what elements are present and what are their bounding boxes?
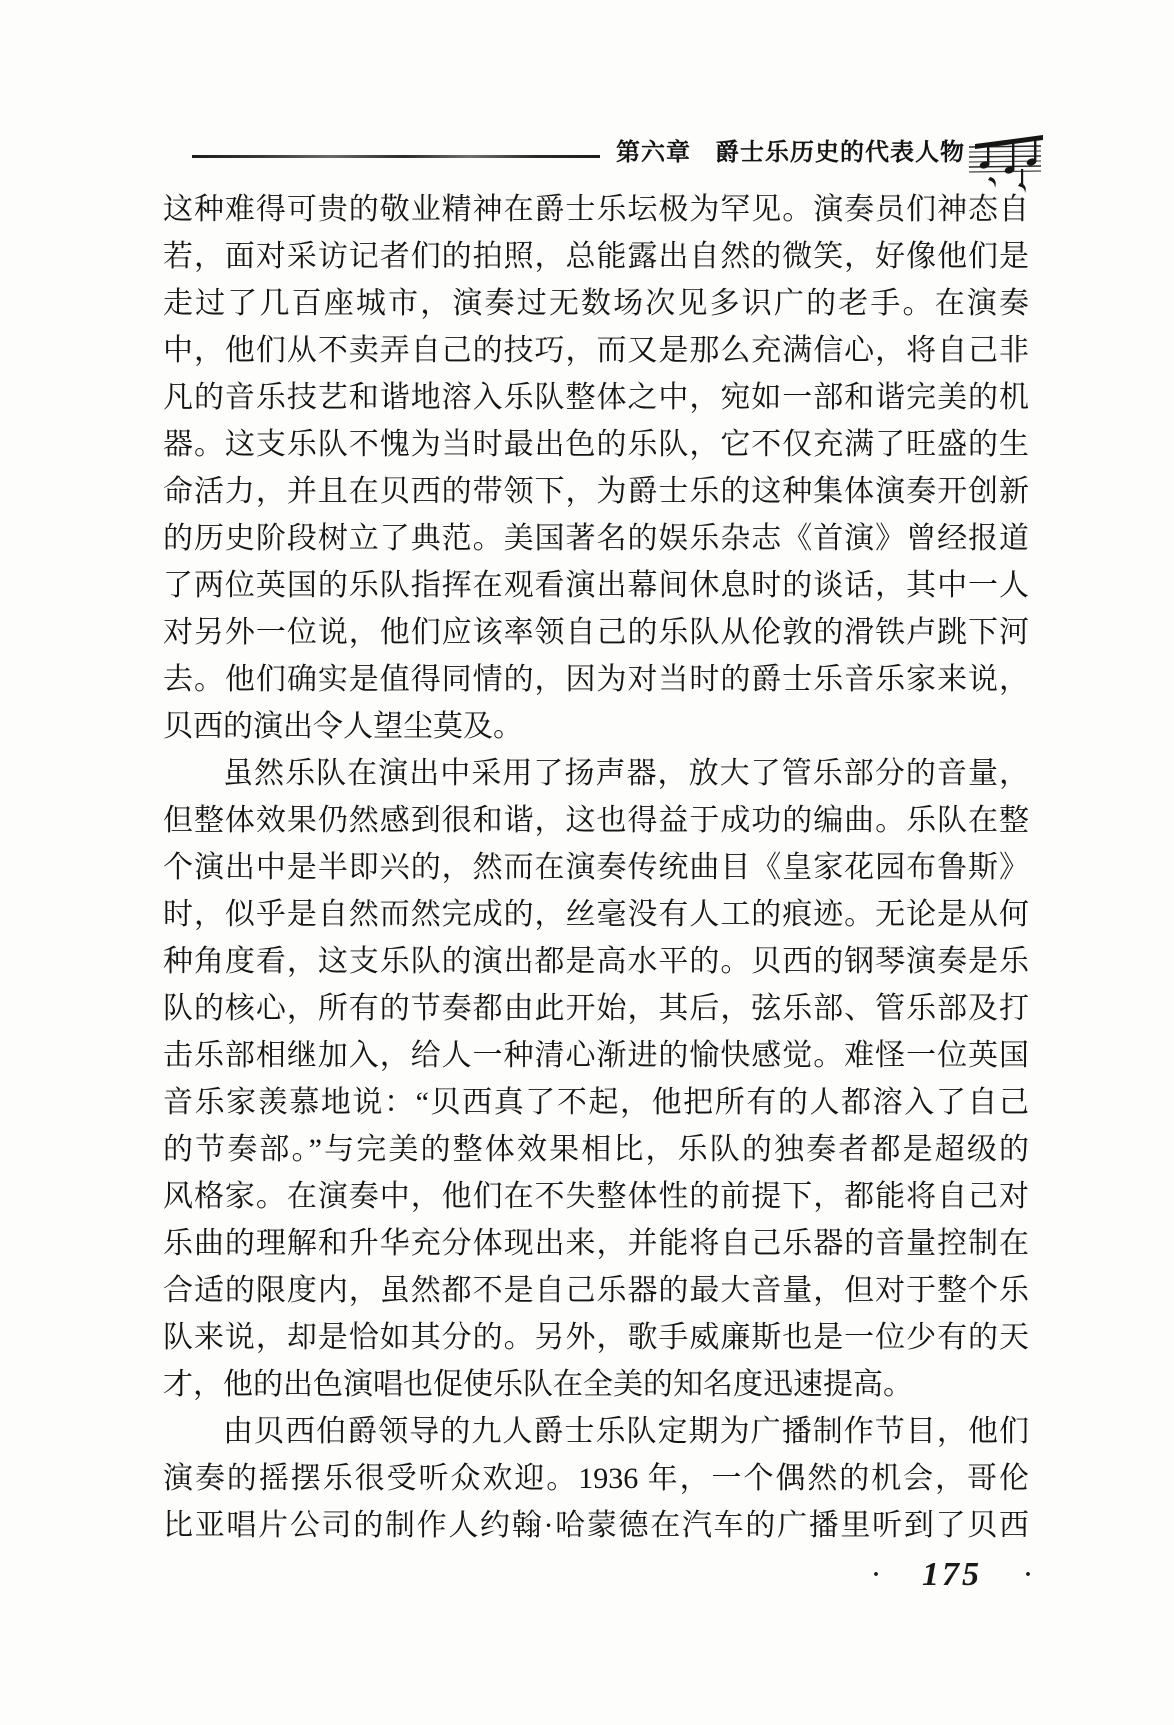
footer-dot-right: · xyxy=(1023,1562,1032,1588)
text-line: 走过了几百座城市，演奏过无数场次见多识广的老手。在演奏 xyxy=(163,287,1029,320)
page-number: 175 xyxy=(922,1556,982,1593)
header-rule xyxy=(192,155,600,158)
music-notes-icon xyxy=(966,131,1046,193)
text-line: 种角度看，这支乐队的演出都是高水平的。贝西的钢琴演奏是乐 xyxy=(163,945,1029,978)
chapter-title: 爵士乐历史的代表人物 xyxy=(715,139,965,166)
page-footer xyxy=(872,1556,1032,1594)
text-line: 但整体效果仍然感到很和谐，这也得益于成功的编曲。乐队在整 xyxy=(163,804,1029,837)
text-line: 时，似乎是自然而然完成的，丝毫没有人工的痕迹。无论是从何 xyxy=(163,898,1029,931)
text-line: 了两位英国的乐队指挥在观看演出幕间休息时的谈话，其中一人 xyxy=(163,569,1029,602)
text-line: 若，面对采访记者们的拍照，总能露出自然的微笑，好像他们是 xyxy=(163,240,1029,273)
text-line: 对另外一位说，他们应该率领自己的乐队从伦敦的滑铁卢跳下河 xyxy=(163,616,1029,649)
text-line: 这种难得可贵的敬业精神在爵士乐坛极为罕见。演奏员们神态自 xyxy=(163,193,1029,226)
chapter-number: 第六章 xyxy=(616,139,691,166)
text-line: 音乐家羡慕地说：“贝西真了不起，他把所有的人都溶入了自己 xyxy=(163,1086,1029,1119)
text-line: 个演出中是半即兴的，然而在演奏传统曲目《皇家花园布鲁斯》 xyxy=(163,851,1029,884)
text-line: 演奏的摇摆乐很受听众欢迎。1936 年，一个偶然的机会，哥伦 xyxy=(163,1462,1029,1495)
text-line: 虽然乐队在演出中采用了扬声器，放大了管乐部分的音量， xyxy=(223,757,1029,790)
text-line: 器。这支乐队不愧为当时最出色的乐队，它不仅充满了旺盛的生 xyxy=(163,428,1029,461)
text-line: 贝西的演出令人望尘莫及。 xyxy=(163,710,523,743)
text-line: 中，他们从不卖弄自己的技巧，而又是那么充满信心，将自己非 xyxy=(163,334,1029,367)
text-line: 风格家。在演奏中，他们在不失整体性的前提下，都能将自己对 xyxy=(163,1180,1029,1213)
text-line: 由贝西伯爵领导的九人爵士乐队定期为广播制作节目，他们 xyxy=(223,1415,1029,1448)
text-line: 凡的音乐技艺和谐地溶入乐队整体之中，宛如一部和谐完美的机 xyxy=(163,381,1029,414)
chapter-heading xyxy=(616,136,965,170)
text-line: 命活力，并且在贝西的带领下，为爵士乐的这种集体演奏开创新 xyxy=(163,475,1029,508)
text-line: 击乐部相继加入，给人一种清心渐进的愉快感觉。难怪一位英国 xyxy=(163,1039,1029,1072)
body-text xyxy=(163,186,1029,1549)
text-line: 去。他们确实是值得同情的，因为对当时的爵士乐音乐家来说， xyxy=(163,663,1029,696)
text-line: 比亚唱片公司的制作人约翰·哈蒙德在汽车的广播里听到了贝西 xyxy=(163,1509,1029,1542)
text-line: 队来说，却是恰如其分的。另外，歌手威廉斯也是一位少有的天 xyxy=(163,1321,1029,1354)
text-line: 才，他的出色演唱也促使乐队在全美的知名度迅速提高。 xyxy=(163,1368,913,1401)
text-line: 的节奏部。”与完美的整体效果相比，乐队的独奏者都是超级的 xyxy=(163,1133,1029,1166)
footer-dot-left: · xyxy=(872,1562,881,1588)
text-line: 队的核心，所有的节奏都由此开始，其后，弦乐部、管乐部及打 xyxy=(163,992,1029,1025)
text-line: 合适的限度内，虽然都不是自己乐器的最大音量，但对于整个乐 xyxy=(163,1274,1029,1307)
text-line: 乐曲的理解和升华充分体现出来，并能将自己乐器的音量控制在 xyxy=(163,1227,1029,1260)
text-line: 的历史阶段树立了典范。美国著名的娱乐杂志《首演》曾经报道 xyxy=(163,522,1029,555)
